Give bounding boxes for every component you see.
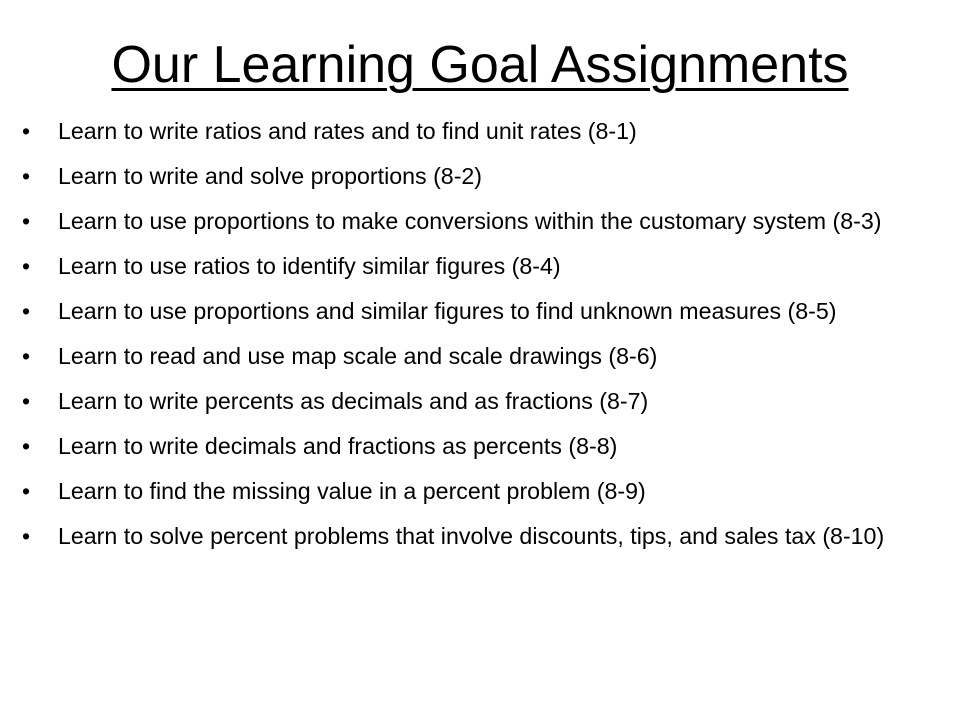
list-item <box>22 476 922 507</box>
bullet-icon: • <box>22 298 31 324</box>
list-item <box>22 251 922 282</box>
list-item <box>22 161 922 192</box>
list-item <box>22 206 922 237</box>
goal-text: Learn to write ratios and rates and to find unit rates (8-1) <box>58 118 637 144</box>
learning-goal-list <box>22 116 922 552</box>
bullet-icon: • <box>22 478 31 504</box>
list-item <box>22 341 922 372</box>
list-item <box>22 116 922 147</box>
bullet-icon: • <box>22 163 31 189</box>
bullet-icon: • <box>22 388 31 414</box>
bullet-icon: • <box>22 208 31 234</box>
list-item <box>22 431 922 462</box>
goal-text: Learn to use ratios to identify similar figures (8-4) <box>58 253 561 279</box>
bullet-icon: • <box>22 118 31 144</box>
slide-title: Our Learning Goal Assignments <box>111 36 849 94</box>
bullet-icon: • <box>22 433 31 459</box>
goal-text: Learn to use proportions and similar figures to find unknown measures (8-5) <box>58 298 837 324</box>
list-item <box>22 521 922 552</box>
list-item <box>22 296 922 327</box>
bullet-icon: • <box>22 523 31 549</box>
goal-text: Learn to write decimals and fractions as percents (8-8) <box>58 433 618 459</box>
list-item <box>22 386 922 417</box>
goal-text: Learn to find the missing value in a percent problem (8-9) <box>58 478 646 504</box>
goal-text: Learn to write percents as decimals and as fractions (8-7) <box>58 388 649 414</box>
goal-text: Learn to solve percent problems that involve discounts, tips, and sales tax (8-10) <box>58 523 885 549</box>
goal-text: Learn to use proportions to make conversions within the customary system (8-3) <box>58 208 882 234</box>
bullet-icon: • <box>22 343 31 369</box>
bullet-icon: • <box>22 253 31 279</box>
goal-text: Learn to write and solve proportions (8-2) <box>58 163 483 189</box>
goal-text: Learn to read and use map scale and scale drawings (8-6) <box>58 343 658 369</box>
